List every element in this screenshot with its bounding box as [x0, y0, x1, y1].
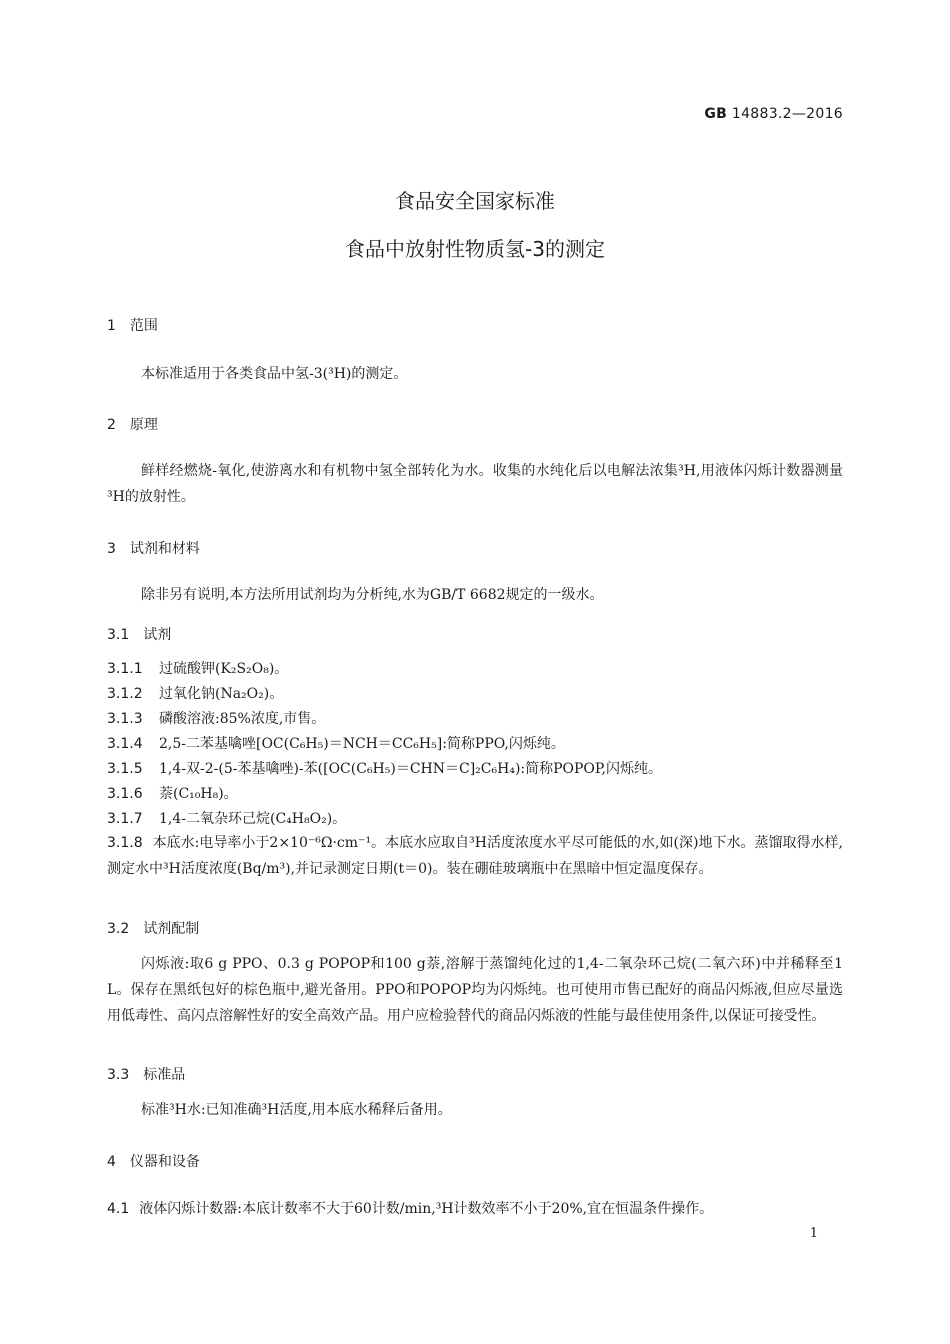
section-3-2-text: 闪烁液:取6 g PPO、0.3 g POPOP和100 g萘,溶解于蒸馏纯化过的1,4-二氧杂环己烷(二氧六环)中并稀释至1 L。保存在黑纸包好的棕色瓶中,避光备用。PPO和POPOP均为闪烁纯。也可使用市售已配好的商品闪烁液,但应尽量选用低毒性、高闪点溶解性好的安全高效产品。用户应检验替代的商品闪烁液的性能与最佳使用条件,以保证可接受性。 — [107, 956, 843, 1024]
section-3-3-text: 标准³H水:已知准确³H活度,用本底水稀释后备用。 — [141, 1102, 452, 1118]
title-line-2: 食品中放射性物质氢-3的测定 — [345, 237, 605, 261]
list-item — [107, 681, 843, 707]
item-number: 3.1.4 — [107, 736, 143, 752]
item-text: 过硫酸钾(K₂S₂O₈)。 — [159, 661, 289, 677]
item-number: 3.1.6 — [107, 786, 143, 802]
list-item-3-1-8 — [107, 830, 843, 882]
section-1-heading: 1 范围 — [107, 318, 158, 334]
section-2-text: 鲜样经燃烧-氧化,使游离水和有机物中氢全部转化为水。收集的水纯化后以电解法浓集³H,用液体闪烁计数器测量³H的放射性。 — [107, 463, 843, 505]
section-3-1-heading: 3.1 试剂 — [107, 627, 172, 643]
item-text: 萘(C₁₀H₈)。 — [159, 786, 238, 802]
section-3-3-heading: 3.3 标准品 — [107, 1067, 186, 1083]
item-number: 3.1.5 — [107, 761, 143, 777]
section-3-text: 除非另有说明,本方法所用试剂均为分析纯,水为GB/T 6682规定的一级水。 — [141, 587, 604, 603]
item-text: 本底水:电导率小于2×10⁻⁶Ω·cm⁻¹。本底水应取自³H活度浓度水平尽可能低的水,如(深)地下水。蒸馏取得水样,测定水中³H活度浓度(Bq/m³),并记录测定日期(t＝0)。装在硼硅玻璃瓶中在黑暗中恒定温度保存。 — [107, 835, 843, 877]
list-item — [107, 781, 843, 807]
section-1-text: 本标准适用于各类食品中氢-3(³H)的测定。 — [141, 366, 408, 382]
list-item — [107, 706, 843, 732]
standard-prefix: GB — [704, 106, 728, 122]
title-line-1: 食品安全国家标准 — [395, 189, 555, 213]
item-number: 4.1 — [107, 1201, 130, 1217]
list-item — [107, 806, 843, 832]
list-item-4-1 — [107, 1196, 843, 1222]
item-text: 1,4-双-2-(5-苯基噙唑)-苯([OC(C₆H₅)＝CHN＝C]₂C₆H₄):简称POPOP,闪烁纯。 — [159, 761, 662, 777]
item-text: 2,5-二苯基噙唑[OC(C₆H₅)＝NCH＝CC₆H₅]:简称PPO,闪烁纯。 — [159, 736, 565, 752]
item-text: 1,4-二氧杂环己烷(C₄H₈O₂)。 — [159, 811, 347, 827]
list-item — [107, 731, 843, 757]
item-text: 液体闪烁计数器:本底计数率不大于60计数/min,³H计数效率不小于20%,宜在恒温条件操作。 — [139, 1201, 714, 1217]
list-item — [107, 656, 843, 682]
item-number: 3.1.8 — [107, 835, 143, 851]
section-4-heading: 4 仪器和设备 — [107, 1154, 200, 1170]
standard-number — [704, 106, 843, 122]
item-text: 磷酸溶液:85%浓度,市售。 — [159, 711, 326, 727]
item-number: 3.1.1 — [107, 661, 143, 677]
list-item — [107, 756, 843, 782]
page-number: 1 — [809, 1226, 818, 1241]
item-number: 3.1.2 — [107, 686, 143, 702]
section-3-2-heading: 3.2 试剂配制 — [107, 921, 200, 937]
standard-code: 14883.2—2016 — [731, 106, 843, 122]
item-number: 3.1.7 — [107, 811, 143, 827]
section-3-heading: 3 试剂和材料 — [107, 541, 200, 557]
item-number: 3.1.3 — [107, 711, 143, 727]
item-text: 过氧化钠(Na₂O₂)。 — [159, 686, 284, 702]
section-2-heading: 2 原理 — [107, 417, 158, 433]
